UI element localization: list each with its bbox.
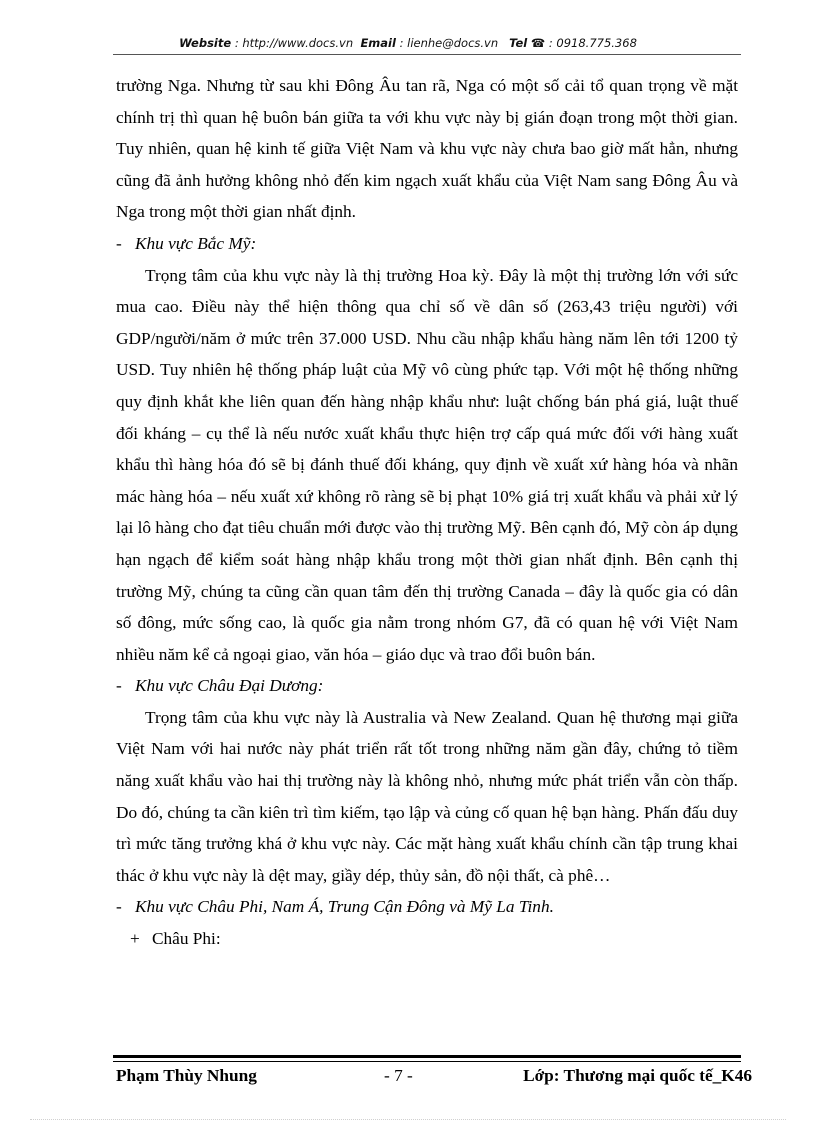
paragraph-north-america: Trọng tâm của khu vực này là thị trường Hoa kỳ. Đây là một thị trường lớn với sức mua cao. Điều này thể hiện thông qua chỉ số về dân số (263,43 triệu người) với GDP/người/năm ở mức trên 37.000 USD. Nhu cầu nhập khẩu hàng năm lên tới 1200 tỷ USD. Tuy nhiên hệ thống pháp luật của Mỹ vô cùng phức tạp. Với một hệ thống những quy định khắt khe liên quan đến hàng nhập khẩu như: luật chống bán phá giá, luật thuế đối kháng – cụ thể là nếu nước xuất khẩu thực hiện trợ cấp quá mức đối với hàng xuất khẩu thì hàng hóa đó sẽ bị đánh thuế đối kháng, quy định về xuất xứ hàng hóa và nhãn mác hàng hóa – nếu xuất xứ không rõ ràng sẽ bị phạt 10% giá trị xuất khẩu và phải xử lý lại lô hàng cho đạt tiêu chuẩn mới được vào thị trường Mỹ. Bên cạnh đó, Mỹ còn áp dụng hạn ngạch để kiểm soát hàng nhập khẩu trong một thời gian nhất định. Bên cạnh thị trường Mỹ, chúng ta cũng cần quan tâm đến thị trường Canada – đây là quốc gia có dân số đông, mức sống cao, là quốc gia nằm trong nhóm G7, đã có quan hệ với Việt Nam nhiều năm kể cả ngoại giao, văn hóa – giáo dục và trao đổi buôn bán. xyxy=(116,265,738,664)
footer-divider-thin xyxy=(113,1061,741,1062)
section-heading-africa-asia-latam xyxy=(116,891,738,923)
page-footer xyxy=(116,1066,752,1090)
heading-dash: - xyxy=(116,676,122,696)
website-label: Website xyxy=(179,36,232,50)
sub-heading-text: Châu Phi: xyxy=(152,929,221,949)
email-separator: : xyxy=(395,36,408,50)
heading-text: Khu vực Châu Đại Dương: xyxy=(135,676,324,696)
footer-page-number: - 7 - xyxy=(384,1066,413,1085)
website-link[interactable]: http://www.docs.vn xyxy=(242,36,354,50)
heading-dash: - xyxy=(116,233,122,253)
tel-value: : 0918.775.368 xyxy=(545,36,637,50)
tel-label: Tel xyxy=(509,36,528,50)
section-heading-oceania xyxy=(116,670,738,702)
footer-divider-thick xyxy=(113,1055,741,1058)
heading-text: Khu vực Châu Phi, Nam Á, Trung Cận Đông và Mỹ La Tinh. xyxy=(135,897,554,917)
page-bottom-border xyxy=(30,1119,786,1120)
sub-heading-africa xyxy=(116,923,738,955)
heading-dash: - xyxy=(116,897,122,917)
footer-author: Phạm Thùy Nhung xyxy=(116,1066,257,1085)
email-label: Email xyxy=(360,36,396,50)
heading-text: Khu vực Bắc Mỹ: xyxy=(135,233,257,253)
phone-icon: ☎ xyxy=(530,36,546,50)
paragraph-continuation: trường Nga. Nhưng từ sau khi Đông Âu tan rã, Nga có một số cải tổ quan trọng về mặt chính trị thì quan hệ buôn bán giữa ta với khu vực này bị gián đoạn trong một thời gian. Tuy nhiên, quan hệ kinh tế giữa Việt Nam và khu vực này chưa bao giờ mất hẳn, nhưng cũng đã ảnh hưởng không nhỏ đến kim ngạch xuất khẩu của Việt Nam sang Đông Âu và Nga trong một thời gian nhất định. xyxy=(116,76,738,222)
email-link[interactable]: lienhe@docs.vn xyxy=(407,36,499,50)
header-divider xyxy=(113,54,741,55)
body-text xyxy=(116,70,738,955)
plus-bullet: + xyxy=(130,929,140,949)
paragraph-oceania: Trọng tâm của khu vực này là Australia và New Zealand. Quan hệ thương mại giữa Việt Nam với hai nước này phát triển rất tốt trong những năm gần đây, chứng tỏ tiềm năng xuất khẩu vào hai thị trường này là không nhỏ, nhưng mức phát triển vẫn còn thấp. Do đó, chúng ta cần kiên trì tìm kiếm, tạo lập và củng cố quan hệ bạn hàng. Phấn đấu duy trì mức tăng trưởng khá ở khu vực này. Các mặt hàng xuất khẩu chính cần tập trung khai thác ở khu vực này là dệt may, giầy dép, thủy sản, đồ nội thất, cà phê… xyxy=(116,707,738,885)
footer-class-name: Lớp: Thương mại quốc tế_K46 xyxy=(523,1066,752,1085)
website-separator: : xyxy=(231,36,243,50)
page-header xyxy=(0,36,816,50)
section-heading-north-america xyxy=(116,228,738,260)
